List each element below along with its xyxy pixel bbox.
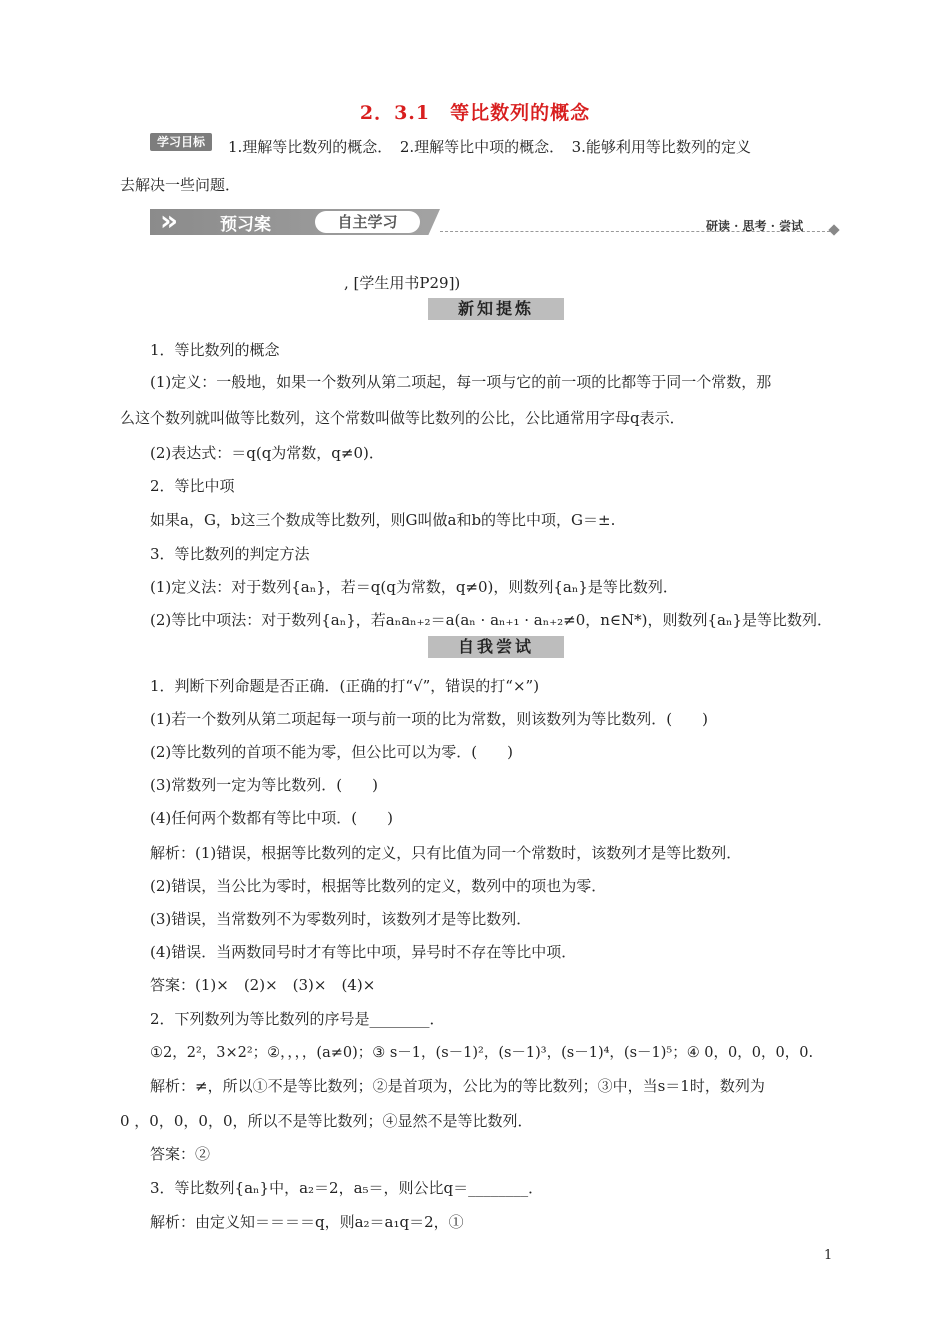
text-line: 1．等比数列的概念 xyxy=(150,341,280,359)
text-line: 1．判断下列命题是否正确．(正确的打“√”，错误的打“×”) xyxy=(150,677,540,695)
text-line: 2．等比中项 xyxy=(150,477,235,495)
text-line: (4)错误．当两数同号时才有等比中项，异号时不存在等比中项． xyxy=(150,943,577,961)
text-line: 解析：由定义知＝＝＝＝q，则a₂＝a₁q＝2，① xyxy=(150,1213,464,1231)
text-line: (2)表达式：＝q(q为常数，q≠0)． xyxy=(150,444,384,462)
text-line: (1)定义：一般地，如果一个数列从第二项起，每一项与它的前一项的比都等于同一个常数，那 xyxy=(150,373,772,391)
text-line: 么这个数列就叫做等比数列，这个常数叫做等比数列的公比，公比通常用字母q表示． xyxy=(120,409,685,427)
diamond-icon xyxy=(828,224,839,235)
text-line: (1)若一个数列从第二项起每一项与前一项的比为常数，则该数列为等比数列．( ) xyxy=(150,710,708,728)
page-number: 1 xyxy=(824,1248,833,1263)
text-line: 3．等比数列的判定方法 xyxy=(150,545,310,563)
text-line: 2．下列数列为等比数列的序号是________． xyxy=(150,1010,445,1028)
text-line: 3．等比数列{aₙ}中，a₂＝2，a₅＝，则公比q＝________． xyxy=(150,1179,544,1197)
goal-text-line1: 1.理解等比数列的概念． 2.理解等比中项的概念． 3.能够利用等比数列的定义 xyxy=(228,138,751,156)
banner-sub-label: 自主学习 xyxy=(315,211,420,233)
section-heading-new-knowledge: 新知提炼 xyxy=(428,298,564,320)
text-line: (3)错误，当常数列不为零数列时，该数列才是等比数列． xyxy=(150,910,532,928)
textbook-reference: , [学生用书P29]) xyxy=(344,274,461,292)
text-line: (2)等比中项法：对于数列{aₙ}，若aₙaₙ₊₂＝a(aₙ · aₙ₊₁ · aₙ₊₂≠0，n∈N*)，则数列{aₙ}是等比数列． xyxy=(150,611,832,629)
text-line: (1)定义法：对于数列{aₙ}，若＝q(q为常数，q≠0)，则数列{aₙ}是等比数列． xyxy=(150,578,678,596)
goal-badge: 学习目标 xyxy=(150,133,212,151)
text-line: 如果a，G，b这三个数成等比数列，则G叫做a和b的等比中项，G＝±. xyxy=(150,511,616,529)
text-line: 0 ，0，0，0，0，所以不是等比数列；④显然不是等比数列． xyxy=(120,1112,533,1130)
banner-right-text: 研读 · 思考 · 尝试 xyxy=(706,219,804,233)
text-line: (3)常数列一定为等比数列．( ) xyxy=(150,776,378,794)
text-line: (2)错误，当公比为零时，根据等比数列的定义，数列中的项也为零． xyxy=(150,877,607,895)
text-line: 解析：≠，所以①不是等比数列；②是首项为，公比为的等比数列；③中，当s＝1时，数列为 xyxy=(150,1077,765,1095)
page-title: 2．3.1 等比数列的概念 xyxy=(359,102,591,124)
text-line: ①2，2²，3×2²；②，，，，(a≠0)；③ s－1，(s－1)²，(s－1)³，(s－1)⁴，(s－1)⁵；④ 0，0，0，0，0. xyxy=(150,1045,814,1061)
text-line: (4)任何两个数都有等比中项．( ) xyxy=(150,809,393,827)
section-heading-self-try: 自我尝试 xyxy=(428,636,564,658)
text-line: 解析：(1)错误，根据等比数列的定义，只有比值为同一个常数时，该数列才是等比数列． xyxy=(150,844,742,862)
banner-label: 预习案 xyxy=(220,215,271,235)
goal-text-line2: 去解决一些问题． xyxy=(120,176,241,194)
text-line: (2)等比数列的首项不能为零，但公比可以为零．( ) xyxy=(150,743,513,761)
double-chevron-icon: » xyxy=(160,204,179,237)
text-line: 答案：② xyxy=(150,1145,211,1163)
text-line: 答案：(1)× (2)× (3)× (4)× xyxy=(150,976,376,994)
